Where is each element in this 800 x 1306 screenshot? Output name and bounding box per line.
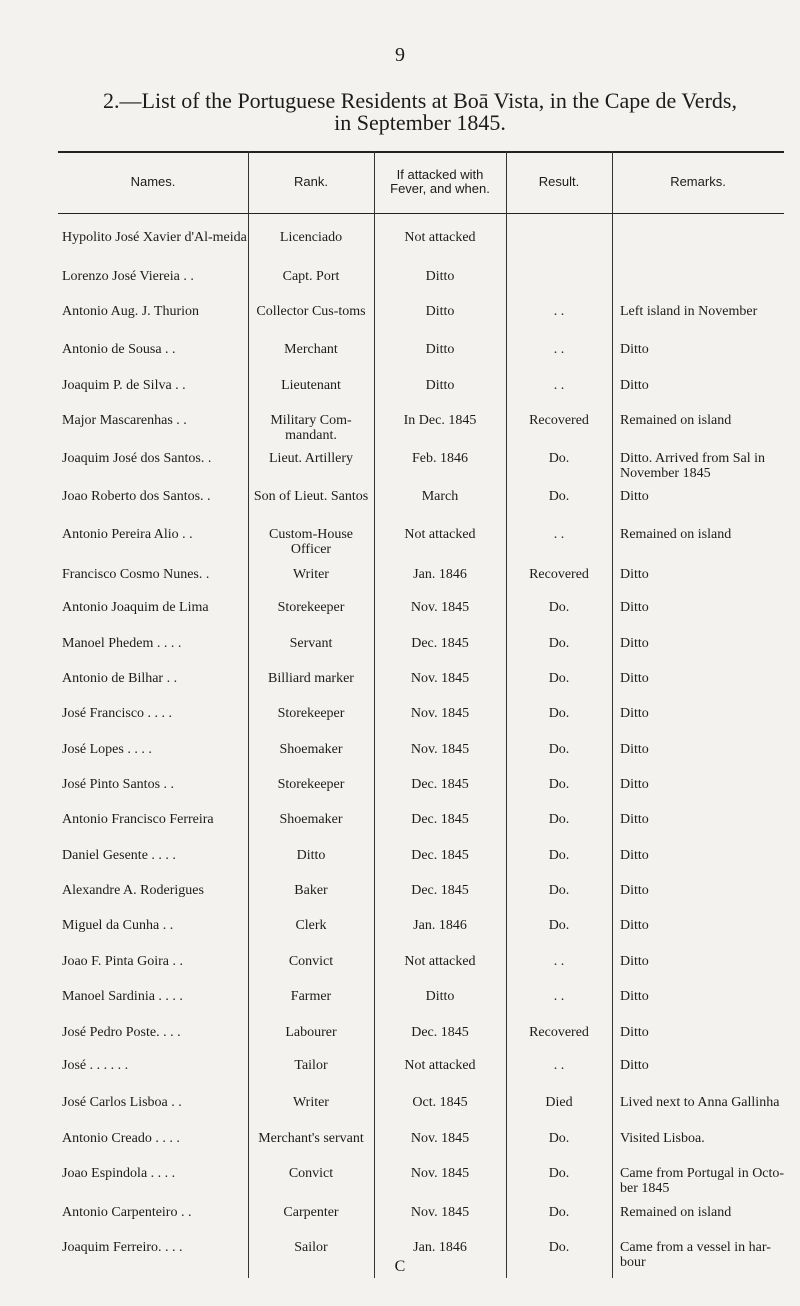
cell-name: José . . . . . . bbox=[62, 1058, 129, 1074]
cell-remarks: Ditto bbox=[620, 341, 649, 357]
cell-rank: Lieut. Artillery bbox=[269, 450, 353, 466]
cell-attacked: Not attacked bbox=[404, 527, 476, 543]
cell-rank: Merchant bbox=[284, 341, 338, 357]
cell-name: Miguel da Cunha . . bbox=[62, 918, 174, 934]
cell-name: José Pinto Santos . . bbox=[62, 777, 175, 793]
cell-result: Do. bbox=[548, 1165, 570, 1181]
cell-rank: Storekeeper bbox=[277, 706, 345, 722]
cell-attacked: Nov. 1845 bbox=[410, 1165, 470, 1181]
cell-attacked: Oct. 1845 bbox=[412, 1095, 468, 1111]
cell-attacked: Not attacked bbox=[404, 953, 476, 969]
cell-name: Joao Espindola . . . . bbox=[62, 1165, 176, 1181]
cell-name: José Lopes . . . . bbox=[62, 741, 152, 757]
cell-rank: Ditto bbox=[296, 847, 326, 863]
cell-attacked: Dec. 1845 bbox=[411, 777, 469, 793]
cell-remarks: Ditto bbox=[620, 918, 649, 934]
cell-name: Antonio Francisco Ferreira bbox=[62, 812, 214, 828]
cell-result: . . bbox=[553, 304, 565, 320]
cell-rank: Merchant's servant bbox=[258, 1130, 364, 1146]
header-rule bbox=[58, 213, 784, 214]
cell-rank: Tailor bbox=[294, 1058, 328, 1074]
cell-name: José Carlos Lisboa . . bbox=[62, 1095, 182, 1111]
cell-remarks: Ditto bbox=[620, 706, 649, 722]
cell-attacked: Dec. 1845 bbox=[411, 847, 469, 863]
cell-remarks: Left island in November bbox=[620, 304, 758, 320]
cell-remarks: Ditto bbox=[620, 777, 649, 793]
cell-rank: Collector Cus-toms bbox=[256, 304, 366, 320]
cell-result: Do. bbox=[548, 741, 570, 757]
cell-name: Alexandre A. Roderigues bbox=[62, 883, 204, 899]
page-number: 9 bbox=[395, 44, 405, 66]
cell-rank: Billiard marker bbox=[268, 671, 354, 687]
cell-rank: Sailor bbox=[294, 1240, 328, 1255]
cell-rank: Lieutenant bbox=[281, 378, 341, 394]
cell-name: Antonio Aug. J. Thurion bbox=[62, 304, 200, 320]
cell-name: José Francisco . . . . bbox=[62, 706, 173, 722]
cell-result: Recovered bbox=[529, 413, 589, 429]
cell-attacked: Ditto bbox=[425, 341, 455, 357]
cell-rank: Shoemaker bbox=[279, 741, 343, 757]
cell-result: . . bbox=[553, 1058, 565, 1074]
cell-name: Manoel Sardinia . . . . bbox=[62, 989, 183, 1005]
cell-attacked: Dec. 1845 bbox=[411, 883, 469, 899]
cell-result: Do. bbox=[548, 777, 570, 793]
cell-remarks: Ditto bbox=[620, 953, 649, 969]
cell-remarks: Remained on island bbox=[620, 527, 732, 543]
title-line-1: 2.—List of the Portuguese Residents at Boā Vista, in the Cape de Verds, bbox=[103, 88, 737, 113]
cell-attacked: Nov. 1845 bbox=[410, 741, 470, 757]
cell-attacked: Not attacked bbox=[404, 1058, 476, 1074]
cell-result: Do. bbox=[548, 1130, 570, 1146]
cell-name: Antonio Creado . . . . bbox=[62, 1130, 180, 1146]
cell-result: Do. bbox=[548, 489, 570, 505]
cell-name: Joaquim P. de Silva . . bbox=[62, 378, 186, 394]
cell-result: Do. bbox=[548, 671, 570, 687]
cell-remarks: Ditto bbox=[620, 883, 649, 899]
cell-result: . . bbox=[553, 378, 565, 394]
cell-rank: Licenciado bbox=[279, 230, 343, 245]
cell-rank: Labourer bbox=[285, 1024, 337, 1040]
cell-remarks: Ditto bbox=[620, 635, 649, 651]
cell-remarks: Ditto. Arrived from Sal in November 1845 bbox=[620, 450, 766, 481]
cell-name: Antonio de Bilhar . . bbox=[62, 671, 178, 687]
cell-attacked: Ditto bbox=[425, 304, 455, 320]
header-attacked: If attacked with Fever, and when. bbox=[390, 167, 490, 196]
cell-rank: Farmer bbox=[290, 989, 332, 1005]
cell-attacked: Nov. 1845 bbox=[410, 671, 470, 687]
cell-rank: Baker bbox=[294, 883, 328, 899]
cell-attacked: Jan. 1846 bbox=[413, 566, 467, 582]
cell-result: Do. bbox=[548, 847, 570, 863]
cell-attacked: Nov. 1845 bbox=[410, 1130, 470, 1146]
cell-name: Joao F. Pinta Goira . . bbox=[62, 953, 183, 969]
cell-name: Joaquim José dos Santos. . bbox=[62, 450, 212, 466]
cell-remarks: Ditto bbox=[620, 812, 649, 828]
cell-rank: Convict bbox=[288, 953, 334, 969]
cell-result: . . bbox=[553, 341, 565, 357]
cell-remarks: Ditto bbox=[620, 671, 649, 687]
cell-result: Do. bbox=[548, 918, 570, 934]
header-remarks: Remarks. bbox=[670, 174, 726, 189]
cell-attacked: Nov. 1845 bbox=[410, 706, 470, 722]
cell-rank: Military Com-mandant. bbox=[270, 413, 352, 444]
cell-name: Francisco Cosmo Nunes. . bbox=[62, 566, 210, 582]
cell-result: Do. bbox=[548, 450, 570, 466]
cell-name: Major Mascarenhas . . bbox=[62, 413, 187, 429]
header-result: Result. bbox=[538, 174, 580, 189]
column-divider bbox=[612, 151, 613, 1278]
cell-result: . . bbox=[553, 953, 565, 969]
cell-rank: Servant bbox=[289, 635, 333, 651]
cell-name: Hypolito José Xavier d'Al-meida bbox=[62, 230, 247, 245]
cell-remarks: Remained on island bbox=[620, 1204, 732, 1220]
cell-result: Do. bbox=[548, 1240, 570, 1255]
cell-attacked: March bbox=[421, 489, 459, 505]
cell-attacked: Nov. 1845 bbox=[410, 1204, 470, 1220]
cell-remarks: Ditto bbox=[620, 600, 649, 616]
cell-attacked: Ditto bbox=[425, 378, 455, 394]
cell-remarks: Ditto bbox=[620, 378, 649, 394]
cell-remarks: Lived next to Anna Gallinha bbox=[620, 1095, 780, 1111]
cell-result: Do. bbox=[548, 883, 570, 899]
cell-attacked: Nov. 1845 bbox=[410, 600, 470, 616]
cell-result: Do. bbox=[548, 706, 570, 722]
cell-result: Do. bbox=[548, 635, 570, 651]
cell-result: . . bbox=[553, 989, 565, 1005]
cell-attacked: Dec. 1845 bbox=[411, 812, 469, 828]
cell-result: Died bbox=[545, 1095, 573, 1111]
cell-rank: Writer bbox=[293, 1095, 329, 1111]
cell-remarks: Ditto bbox=[620, 741, 649, 757]
cell-name: Antonio de Sousa . . bbox=[62, 341, 176, 357]
cell-remarks: Visited Lisboa. bbox=[620, 1130, 705, 1146]
cell-remarks: Ditto bbox=[620, 847, 649, 863]
cell-remarks: Remained on island bbox=[620, 413, 732, 429]
cell-rank: Shoemaker bbox=[279, 812, 343, 828]
cell-rank: Clerk bbox=[295, 918, 327, 934]
cell-name: Joaquim Ferreiro. . . . bbox=[62, 1240, 183, 1255]
cell-remarks: Ditto bbox=[620, 566, 649, 582]
cell-attacked: Jan. 1846 bbox=[413, 1240, 467, 1255]
cell-rank: Custom-House Officer bbox=[269, 527, 353, 558]
cell-name: Lorenzo José Viereia . . bbox=[62, 268, 194, 284]
cell-remarks: Ditto bbox=[620, 489, 649, 505]
cell-result: Do. bbox=[548, 812, 570, 828]
cell-result: Do. bbox=[548, 1204, 570, 1220]
cell-result: Do. bbox=[548, 600, 570, 616]
header-names: Names. bbox=[130, 174, 176, 189]
cell-rank: Son of Lieut. Santos bbox=[253, 489, 369, 505]
cell-remarks: Came from a vessel in har-bour bbox=[620, 1240, 771, 1270]
cell-rank: Carpenter bbox=[283, 1204, 339, 1220]
cell-name: Antonio Joaquim de Lima bbox=[62, 600, 209, 616]
cell-name: José Pedro Poste. . . . bbox=[62, 1024, 181, 1040]
cell-attacked: Ditto bbox=[425, 989, 455, 1005]
header-rank: Rank. bbox=[294, 174, 328, 189]
page-title bbox=[60, 90, 780, 134]
cell-name: Daniel Gesente . . . . bbox=[62, 847, 176, 863]
cell-result: Recovered bbox=[529, 1024, 589, 1040]
cell-name: Joao Roberto dos Santos. . bbox=[62, 489, 211, 505]
cell-rank: Convict bbox=[288, 1165, 334, 1181]
cell-remarks: Ditto bbox=[620, 989, 649, 1005]
cell-attacked: Dec. 1845 bbox=[411, 635, 469, 651]
cell-name: Antonio Carpenteiro . . bbox=[62, 1204, 192, 1220]
cell-attacked: Feb. 1846 bbox=[412, 450, 468, 466]
cell-attacked: Dec. 1845 bbox=[411, 1024, 469, 1040]
cell-rank: Writer bbox=[293, 566, 329, 582]
cell-result: . . bbox=[553, 527, 565, 543]
cell-remarks: Came from Portugal in Octo-ber 1845 bbox=[620, 1165, 785, 1196]
cell-remarks: Ditto bbox=[620, 1024, 649, 1040]
cell-attacked: Not attacked bbox=[404, 230, 476, 245]
cell-attacked: Jan. 1846 bbox=[413, 918, 467, 934]
cell-attacked: In Dec. 1845 bbox=[403, 413, 477, 429]
cell-result: Recovered bbox=[529, 566, 589, 582]
title-line-2: in September 1845. bbox=[334, 110, 506, 135]
cell-rank: Capt. Port bbox=[282, 268, 340, 284]
cell-rank: Storekeeper bbox=[277, 777, 345, 793]
cell-name: Manoel Phedem . . . . bbox=[62, 635, 182, 651]
cell-rank: Storekeeper bbox=[277, 600, 345, 616]
signature-mark: C bbox=[394, 1258, 406, 1275]
cell-name: Antonio Pereira Alio . . bbox=[62, 527, 193, 543]
cell-remarks: Ditto bbox=[620, 1058, 649, 1074]
cell-attacked: Ditto bbox=[425, 268, 455, 284]
